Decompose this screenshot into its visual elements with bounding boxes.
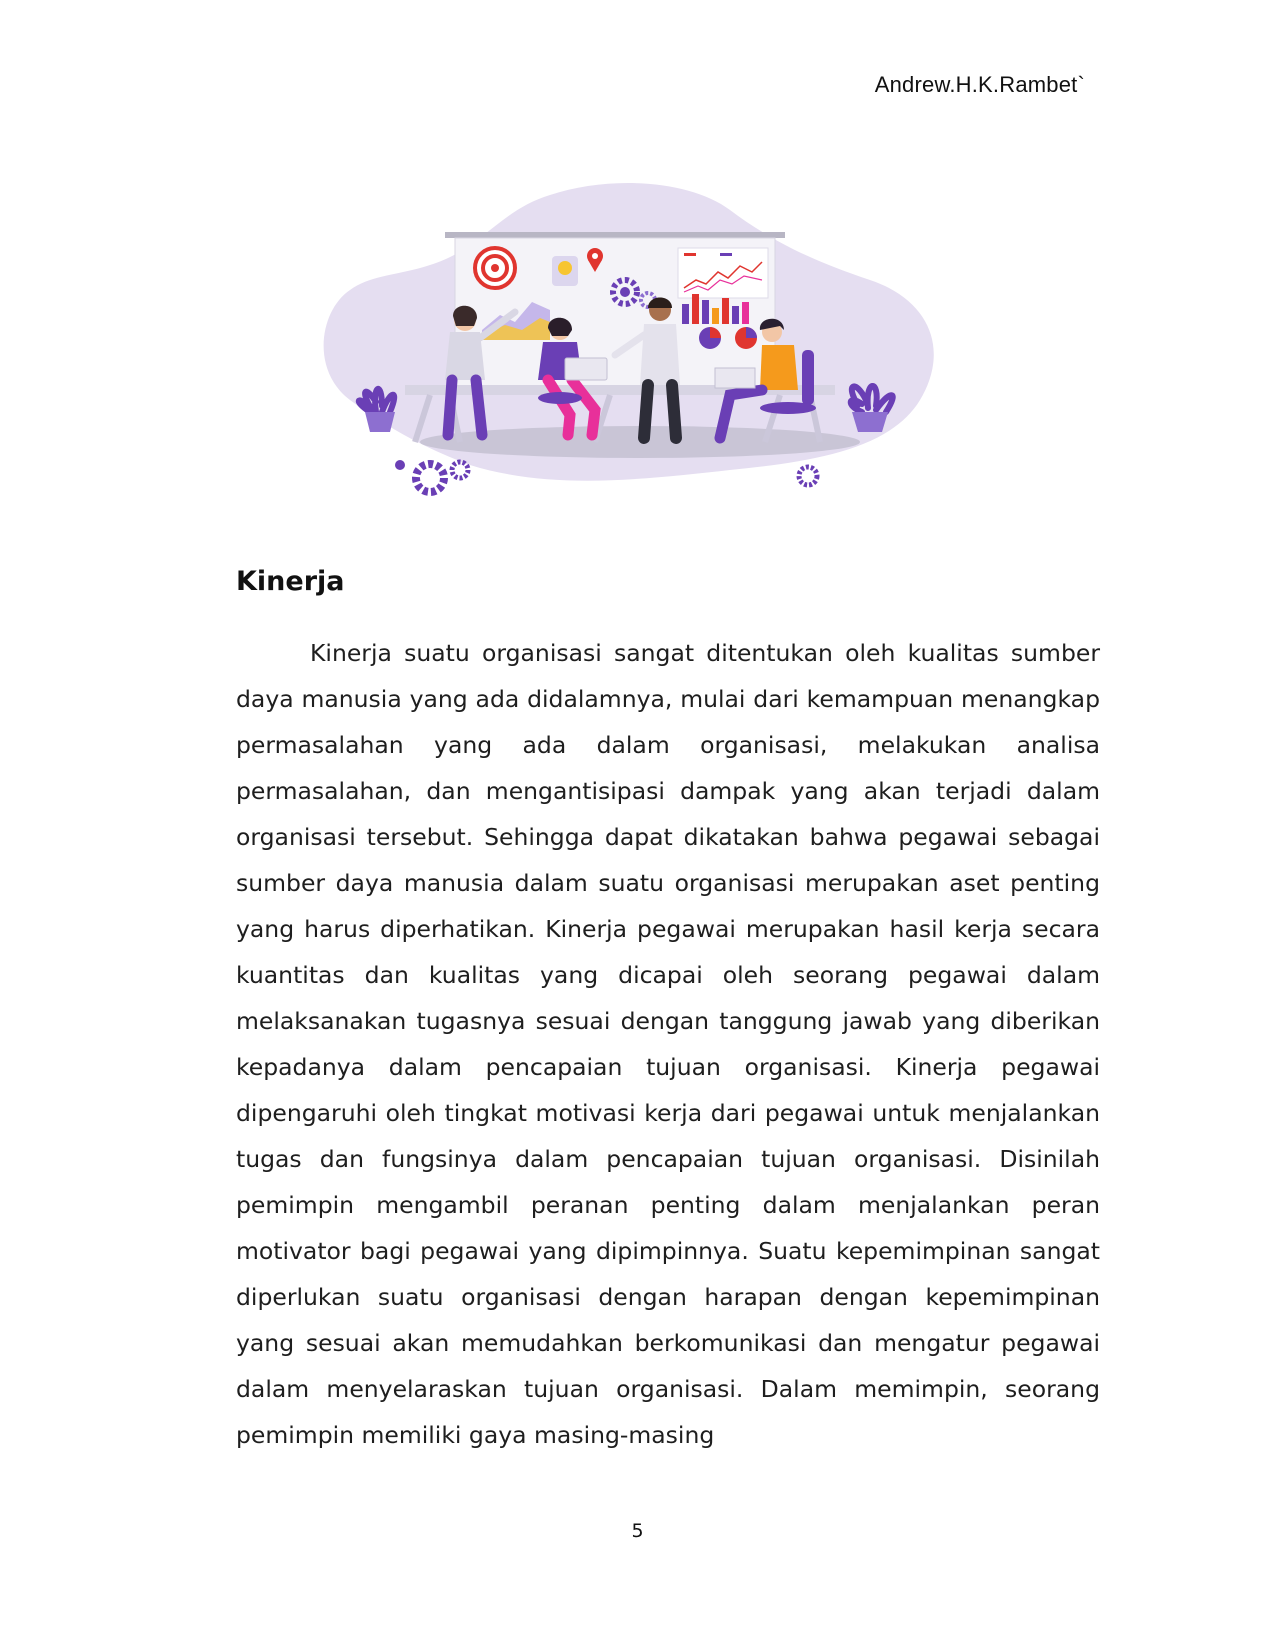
whiteboard-rail xyxy=(445,232,785,238)
page-number: 5 xyxy=(631,1520,644,1542)
section-title: Kinerja xyxy=(236,566,345,597)
target-icon xyxy=(475,248,515,288)
team-meeting-illustration xyxy=(310,180,970,520)
plant-left-icon xyxy=(359,389,395,432)
page-header-author: Andrew.H.K.Rambet` xyxy=(874,72,1085,97)
line-chart-panel xyxy=(678,248,768,298)
body-paragraph: Kinerja suatu organisasi sangat ditentukan oleh kualitas sumber daya manusia yang ada didalamnya, mulai dari kemampuan menangkap permasalahan yang ada dalam organisasi, melakukan analisa permasalahan, dan mengantisipasi dampak yang akan terjadi dalam organisasi tersebut. Sehingga dapat dikatakan bahwa pegawai sebagai sumber daya manusia dalam suatu organisasi merupakan aset penting yang harus diperhatikan. Kinerja pegawai merupakan hasil kerja secara kuantitas dan kualitas yang dicapai oleh seorang pegawai dalam melaksanakan tugasnya sesuai dengan tanggung jawab yang diberikan kepadanya dalam pencapaian tujuan organisasi. Kinerja pegawai dipengaruhi oleh tingkat motivasi kerja dari pegawai untuk menjalankan tugas dan fungsinya dalam pencapaian tujuan organisasi. Disinilah pemimpin mengambil peranan penting dalam menjalankan peran motivator bagi pegawai yang dipimpinnya. Suatu kepemimpinan sangat diperlukan suatu organisasi dengan harapan dengan kepemimpinan yang sesuai akan memudahkan berkomunikasi dan mengatur pegawai dalam menyelaraskan tujuan organisasi. Dalam memimpin, seorang pemimpin memiliki gaya masing-masing xyxy=(236,639,1100,1449)
lightbulb-icon xyxy=(552,256,578,286)
